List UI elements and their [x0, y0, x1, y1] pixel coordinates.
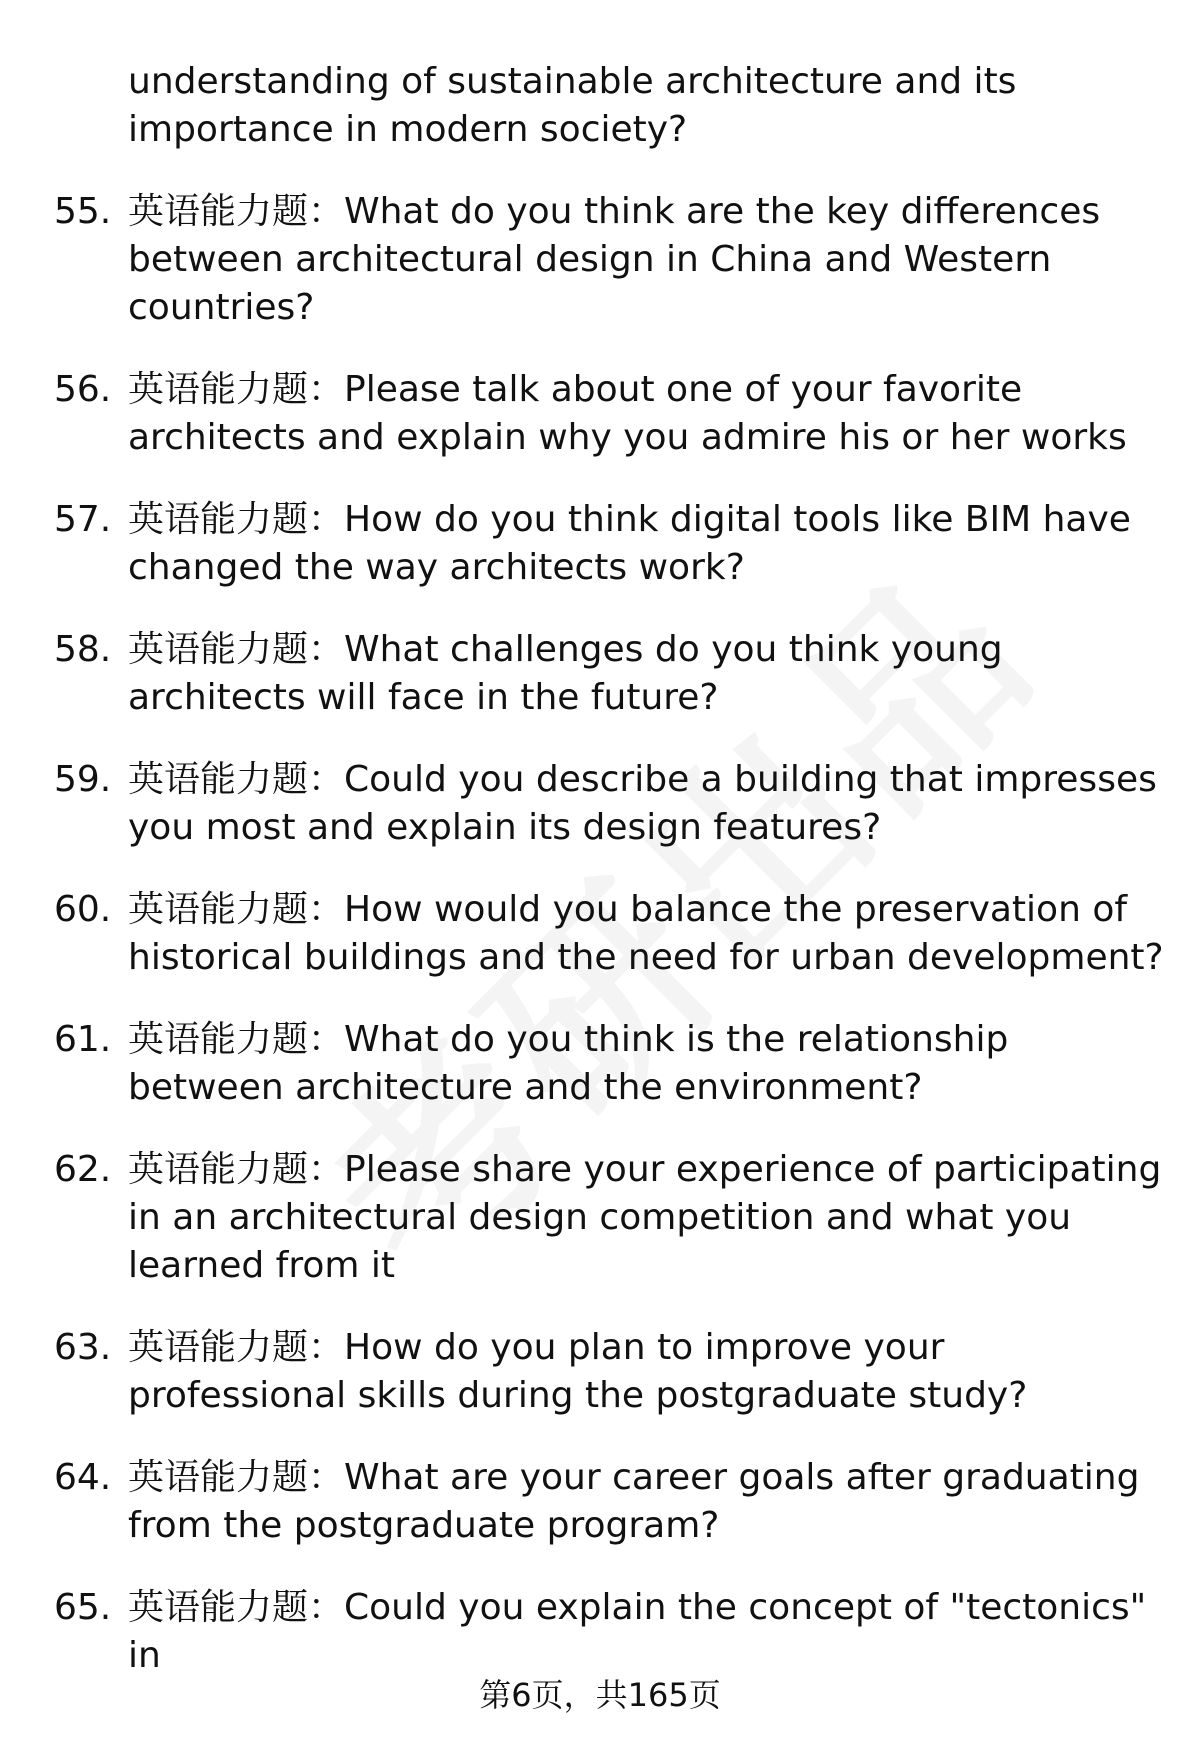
item-text: 英语能力题：What do you think is the relationship between architecture and the environment? — [128, 1019, 1009, 1108]
page-footer: 第6页，共165页 — [479, 1676, 721, 1714]
item-text: 英语能力题：Please talk about one of your favorite architects and explain why you admire his or her works — [128, 369, 1127, 458]
item-text: 英语能力题：What challenges do you think young architects will face in the future? — [128, 629, 1003, 718]
question-list — [0, 58, 1200, 1714]
list-item — [0, 756, 1200, 852]
list-item — [0, 366, 1200, 462]
item-number: 60. — [54, 889, 112, 930]
item-number: 62. — [54, 1149, 112, 1190]
item-number: 65. — [54, 1587, 112, 1628]
item-number: 57. — [54, 499, 112, 540]
item-text: 英语能力题：How would you balance the preservation of historical buildings and the need for urban development? — [128, 889, 1164, 978]
item-text: 英语能力题：Could you describe a building that impresses you most and explain its design features? — [128, 759, 1157, 848]
item-number: 56. — [54, 369, 112, 410]
continuation-text: understanding of sustainable architecture and its importance in modern society? — [128, 61, 1017, 150]
item-text: 英语能力题：What do you think are the key differences between architectural design in China and Western countries? — [128, 191, 1101, 328]
list-item — [0, 886, 1200, 982]
item-number: 61. — [54, 1019, 112, 1060]
item-text: 英语能力题：What are your career goals after graduating from the postgraduate program? — [128, 1457, 1140, 1546]
list-item — [0, 626, 1200, 722]
item-text: 英语能力题：Could you explain the concept of "tectonics" in — [128, 1587, 1147, 1676]
item-number: 58. — [54, 629, 112, 670]
item-text: 英语能力题：How do you plan to improve your professional skills during the postgraduate study? — [128, 1327, 1028, 1416]
list-item — [0, 496, 1200, 592]
item-number: 55. — [54, 191, 112, 232]
list-item — [0, 1584, 1200, 1680]
item-number: 64. — [54, 1457, 112, 1498]
list-item — [0, 1146, 1200, 1290]
item-text: 英语能力题：Please share your experience of participating in an architectural design competition and what you learned from it — [128, 1149, 1162, 1286]
item-number: 63. — [54, 1327, 112, 1368]
list-item — [0, 188, 1200, 332]
item-number: 59. — [54, 759, 112, 800]
item-text: 英语能力题：How do you think digital tools like BIM have changed the way architects work? — [128, 499, 1131, 588]
list-item — [0, 1016, 1200, 1112]
list-item — [0, 1454, 1200, 1550]
list-item — [0, 1324, 1200, 1420]
